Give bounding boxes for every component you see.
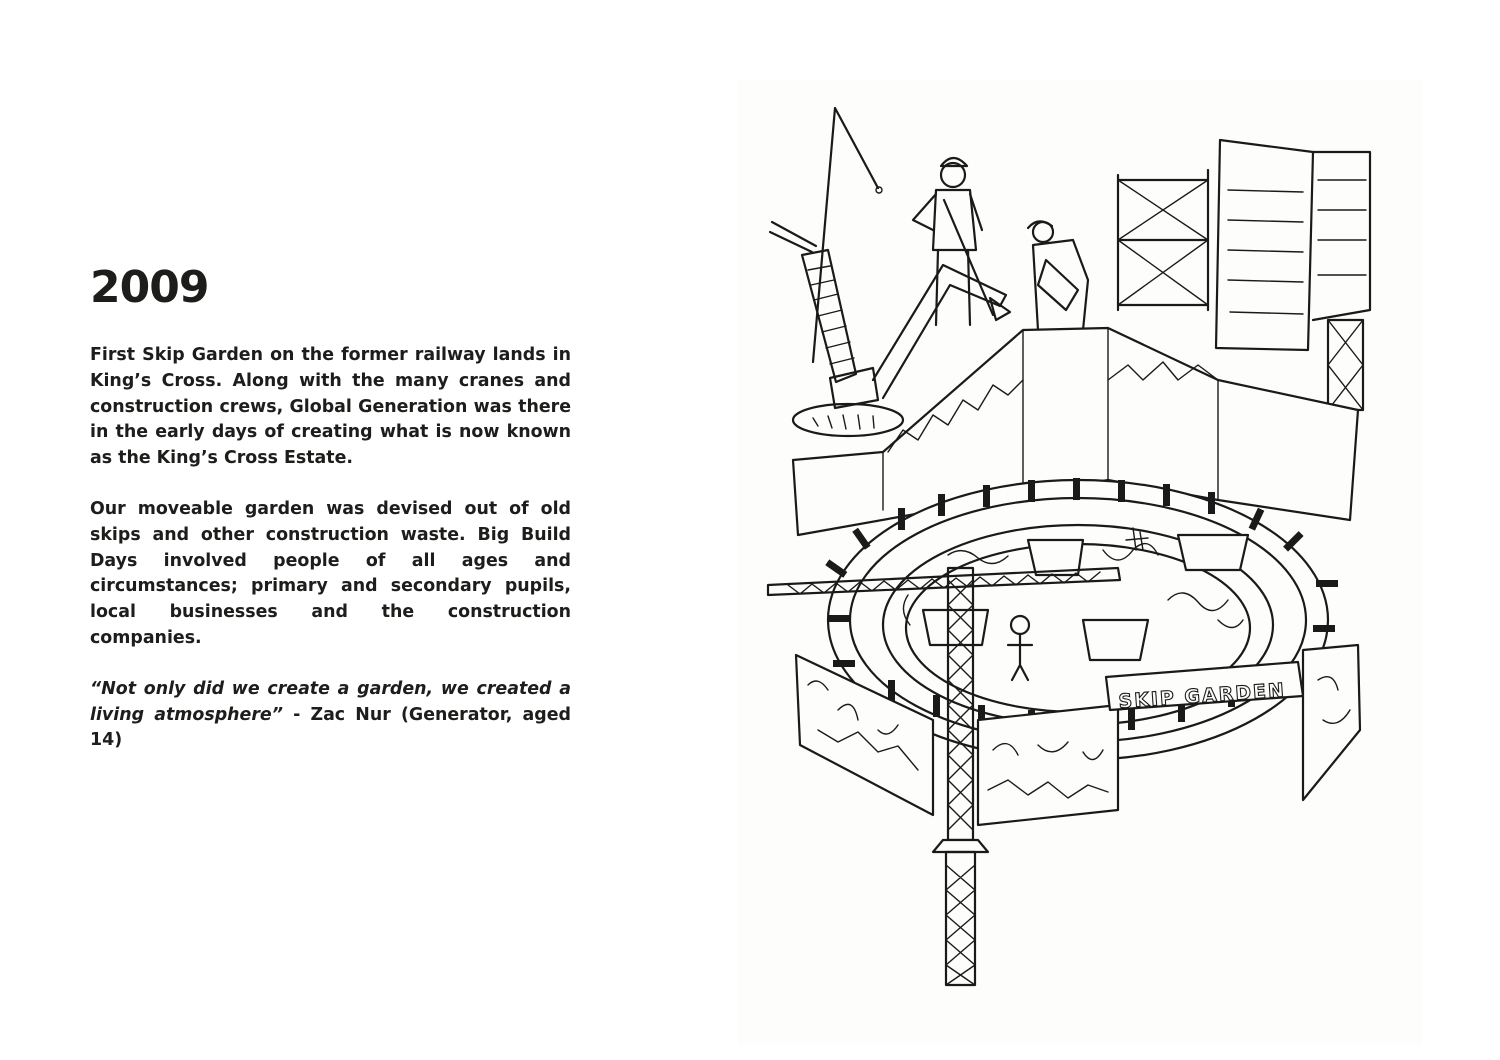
- quote-text: “Not only did we create a garden, we created a living atmosphere”: [90, 678, 571, 725]
- sign-label: SKIP GARDEN: [1117, 679, 1287, 713]
- quote-attribution: - Zac Nur (Generator, aged 14): [90, 704, 571, 751]
- skip-garden-illustration: [738, 80, 1422, 1045]
- quote-block: [90, 677, 571, 754]
- year-heading: 2009: [90, 262, 209, 313]
- paragraph-history: First Skip Garden on the former railway lands in King’s Cross. Along with the many cranes and construction crews, Global Generation was there in the early days of creating what is now known as the King’s Cross Estate.: [90, 345, 571, 469]
- paragraph-garden: Our moveable garden was devised out of old skips and other construction waste. Big Build Days involved people of all ages and circumstances; primary and secondary pupils, local businesses and the construction companies.: [90, 498, 571, 648]
- illustration-drawing: [738, 80, 1422, 1045]
- body-text: [90, 343, 571, 779]
- text-page: [0, 0, 740, 1060]
